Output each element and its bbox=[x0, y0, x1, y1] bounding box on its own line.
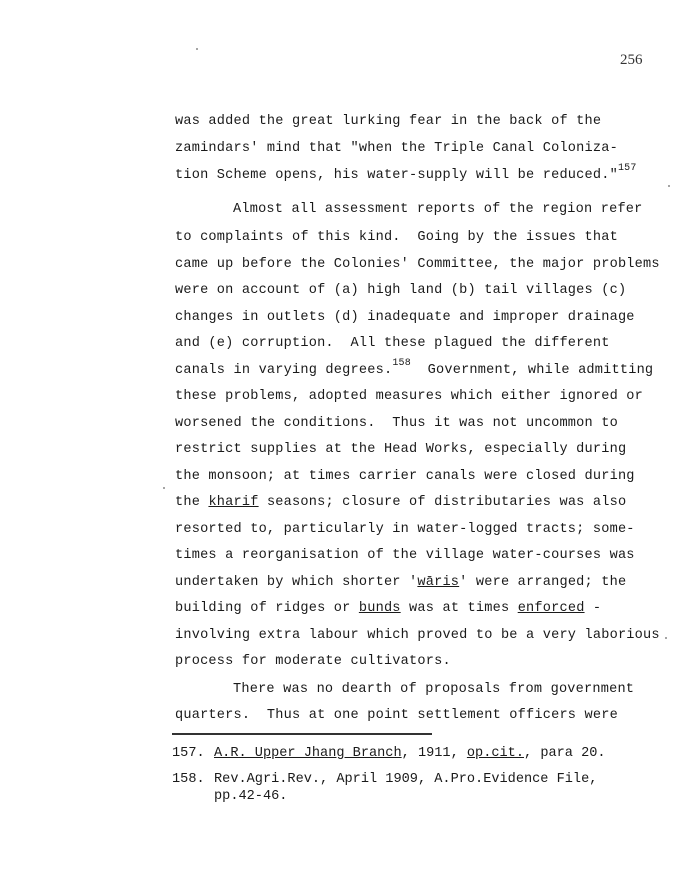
text-line: changes in outlets (d) inadequate and improper drainage bbox=[175, 310, 635, 325]
text-segment: was at times bbox=[400, 601, 518, 616]
text-line bbox=[175, 495, 626, 510]
text-segment: canals in varying degrees. bbox=[175, 363, 393, 378]
underlined-term: wāris bbox=[417, 575, 460, 590]
text-line: and (e) corruption. All these plagued the different bbox=[175, 336, 610, 351]
text-segment: Government, while admitting bbox=[410, 363, 654, 378]
text-line: zamindars' mind that "when the Triple Canal Coloniza- bbox=[175, 141, 618, 156]
text-segment: - bbox=[584, 601, 602, 616]
footnote-text-continuation: pp.42-46. bbox=[214, 789, 288, 804]
underlined-term: enforced bbox=[517, 601, 585, 616]
scan-speck bbox=[665, 637, 667, 639]
footnote-divider bbox=[172, 733, 432, 735]
text-segment: building of ridges or bbox=[175, 601, 359, 616]
text-segment: , 1911, bbox=[401, 746, 467, 761]
scan-speck bbox=[196, 48, 198, 50]
paragraph-start: Almost all assessment reports of the region refer bbox=[233, 202, 643, 217]
text-line: came up before the Colonies' Committee, the major problems bbox=[175, 257, 660, 272]
text-line: worsened the conditions. Thus it was not uncommon to bbox=[175, 416, 618, 431]
footnote-number: 158. bbox=[172, 772, 205, 787]
text-segment: ' were arranged; the bbox=[459, 575, 627, 590]
footnote-text: Rev.Agri.Rev., April 1909, A.Pro.Evidence File, bbox=[214, 772, 598, 787]
scan-speck bbox=[163, 487, 165, 489]
text-line: process for moderate cultivators. bbox=[175, 654, 451, 669]
text-line: involving extra labour which proved to be a very laborious bbox=[175, 628, 660, 643]
text-segment: undertaken by which shorter ' bbox=[175, 575, 418, 590]
text-line: quarters. Thus at one point settlement officers were bbox=[175, 708, 618, 723]
text-line: was added the great lurking fear in the back of the bbox=[175, 114, 602, 129]
footnote-text bbox=[214, 746, 606, 761]
text-segment: , para 20. bbox=[524, 746, 606, 761]
text-line: times a reorganisation of the village water-courses was bbox=[175, 548, 635, 563]
text-segment: the bbox=[175, 495, 209, 510]
underlined-term: bunds bbox=[358, 601, 401, 616]
text-segment: seasons; closure of distributaries was also bbox=[258, 495, 627, 510]
footnote-number: 157. bbox=[172, 746, 205, 761]
text-line bbox=[175, 601, 601, 616]
text-line: restrict supplies at the Head Works, especially during bbox=[175, 442, 627, 457]
text-line bbox=[175, 575, 626, 590]
text-line bbox=[175, 358, 654, 378]
paragraph-start: There was no dearth of proposals from government bbox=[233, 682, 635, 697]
text-line: to complaints of this kind. Going by the issues that bbox=[175, 230, 618, 245]
underlined-term: A.R. Upper Jhang Branch bbox=[214, 746, 402, 761]
underlined-term: kharif bbox=[208, 495, 259, 510]
footnote-ref: 158 bbox=[392, 358, 411, 370]
text-line bbox=[175, 163, 637, 183]
text-segment: tion Scheme opens, his water-supply will be reduced." bbox=[175, 168, 618, 183]
page-number: 256 bbox=[620, 52, 643, 68]
scan-speck bbox=[668, 185, 670, 187]
text-line: resorted to, particularly in water-logged tracts; some- bbox=[175, 522, 635, 537]
text-line: these problems, adopted measures which either ignored or bbox=[175, 389, 644, 404]
text-line: were on account of (a) high land (b) tail villages (c) bbox=[175, 283, 627, 298]
footnote-ref: 157 bbox=[617, 163, 637, 175]
underlined-term: op.cit. bbox=[466, 746, 524, 761]
text-line: the monsoon; at times carrier canals were closed during bbox=[175, 469, 635, 484]
